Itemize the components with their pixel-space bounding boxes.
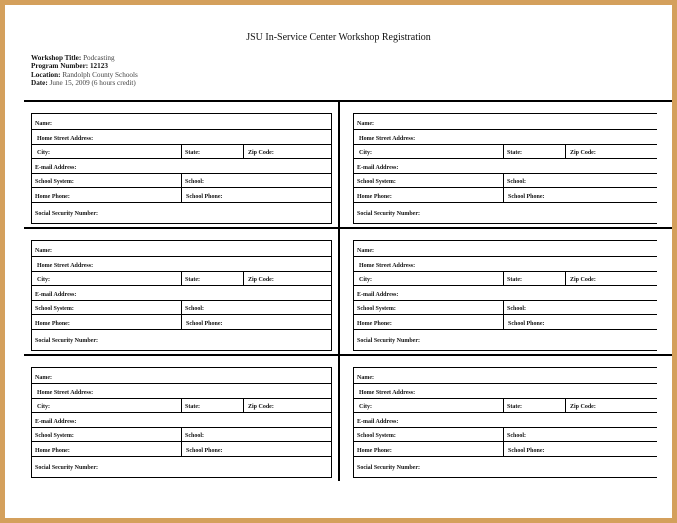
social-security-row[interactable] [354, 330, 657, 346]
zip-code-label: Zip Code: [248, 404, 274, 410]
school-system-row [32, 174, 331, 189]
social-security-number-label: Social Security Number: [357, 337, 420, 344]
cell-divider [243, 399, 244, 413]
name-row[interactable] [32, 114, 331, 130]
email-address-label: E-mail Address: [357, 164, 399, 171]
registration-form-1 [31, 113, 332, 224]
home-street-address-row[interactable] [354, 130, 657, 145]
phone-row [32, 188, 331, 203]
school-label: School: [507, 179, 527, 185]
divider-top [24, 100, 672, 102]
registration-form-4 [353, 240, 657, 351]
name-row[interactable] [354, 114, 657, 130]
cell-divider [503, 272, 504, 286]
name-row[interactable] [354, 368, 657, 384]
email-address-row[interactable] [32, 413, 331, 428]
social-security-number-label: Social Security Number: [357, 464, 420, 471]
school-label: School: [507, 306, 527, 312]
cell-divider [243, 272, 244, 286]
cell-divider [503, 442, 504, 456]
phone-row [354, 442, 657, 457]
cell-divider [181, 399, 182, 413]
cell-divider [181, 145, 182, 159]
school-system-label: School System: [35, 433, 74, 439]
location-value: Randolph County Schools [62, 70, 138, 79]
city-label: City: [359, 277, 372, 283]
home-phone-label: Home Phone: [357, 320, 392, 327]
program-number-value: 12123 [89, 62, 108, 71]
city-label: City: [37, 277, 50, 283]
cell-divider [243, 145, 244, 159]
name-label: Name: [357, 248, 374, 254]
home-street-address-row[interactable] [32, 384, 331, 399]
workshop-info [31, 54, 138, 88]
location-line [31, 71, 138, 79]
email-address-label: E-mail Address: [357, 291, 399, 298]
phone-row [354, 188, 657, 203]
home-street-address-label: Home Street Address: [37, 135, 94, 142]
phone-row [32, 315, 331, 330]
registration-form-6 [353, 367, 657, 478]
home-street-address-label: Home Street Address: [37, 389, 94, 396]
school-phone-label: School Phone: [508, 447, 545, 454]
email-address-row[interactable] [32, 286, 331, 301]
social-security-row[interactable] [354, 457, 657, 473]
social-security-number-label: Social Security Number: [357, 210, 420, 217]
state-label: State: [507, 150, 522, 156]
cell-divider [181, 428, 182, 442]
school-phone-label: School Phone: [508, 320, 545, 327]
location-label: Location: [31, 70, 61, 79]
cell-divider [503, 399, 504, 413]
zip-code-label: Zip Code: [248, 150, 274, 156]
divider-middle-1 [24, 227, 672, 229]
school-system-label: School System: [357, 306, 396, 312]
date-label: Date: [31, 79, 48, 88]
home-street-address-label: Home Street Address: [359, 389, 416, 396]
home-phone-label: Home Phone: [35, 193, 70, 200]
phone-row [354, 315, 657, 330]
page-title: JSU In-Service Center Workshop Registration [246, 32, 431, 43]
school-label: School: [507, 433, 527, 439]
school-label: School: [185, 306, 205, 312]
zip-code-label: Zip Code: [570, 277, 596, 283]
cell-divider [181, 442, 182, 456]
name-label: Name: [35, 375, 52, 381]
name-label: Name: [35, 121, 52, 127]
home-phone-label: Home Phone: [35, 447, 70, 454]
social-security-row[interactable] [32, 457, 331, 473]
program-number-line [31, 62, 138, 70]
home-street-address-row[interactable] [32, 130, 331, 145]
city-state-zip-row [354, 145, 657, 160]
school-system-row [354, 428, 657, 443]
home-street-address-label: Home Street Address: [359, 262, 416, 269]
name-row[interactable] [32, 241, 331, 257]
divider-vertical [338, 102, 340, 481]
school-system-row [354, 301, 657, 316]
name-label: Name: [357, 375, 374, 381]
name-label: Name: [35, 248, 52, 254]
city-state-zip-row [32, 145, 331, 160]
school-phone-label: School Phone: [186, 320, 223, 327]
cell-divider [181, 174, 182, 188]
zip-code-label: Zip Code: [248, 277, 274, 283]
cell-divider [503, 315, 504, 329]
cell-divider [181, 301, 182, 315]
social-security-row[interactable] [32, 330, 331, 346]
cell-divider [565, 272, 566, 286]
date-value: June 15, 2009 (6 hours credit) [49, 79, 136, 88]
email-address-label: E-mail Address: [35, 291, 77, 298]
school-system-label: School System: [35, 306, 74, 312]
school-phone-label: School Phone: [508, 193, 545, 200]
school-system-row [354, 174, 657, 189]
social-security-row[interactable] [32, 203, 331, 219]
school-system-label: School System: [357, 179, 396, 185]
email-address-label: E-mail Address: [357, 418, 399, 425]
zip-code-label: Zip Code: [570, 150, 596, 156]
social-security-row[interactable] [354, 203, 657, 219]
home-phone-label: Home Phone: [357, 193, 392, 200]
cell-divider [181, 272, 182, 286]
phone-row [32, 442, 331, 457]
cell-divider [181, 315, 182, 329]
home-phone-label: Home Phone: [35, 320, 70, 327]
zip-code-label: Zip Code: [570, 404, 596, 410]
school-label: School: [185, 179, 205, 185]
cell-divider [565, 145, 566, 159]
email-address-row[interactable] [32, 159, 331, 174]
program-number-label: Program Number: [31, 62, 89, 71]
city-label: City: [37, 150, 50, 156]
school-label: School: [185, 433, 205, 439]
state-label: State: [185, 150, 200, 156]
city-label: City: [359, 404, 372, 410]
registration-form-5 [31, 367, 332, 478]
social-security-number-label: Social Security Number: [35, 210, 98, 217]
cell-divider [181, 188, 182, 202]
registration-form-3 [31, 240, 332, 351]
city-state-zip-row [32, 272, 331, 287]
social-security-number-label: Social Security Number: [35, 337, 98, 344]
cell-divider [503, 428, 504, 442]
home-street-address-row[interactable] [32, 257, 331, 272]
home-phone-label: Home Phone: [357, 447, 392, 454]
workshop-title-label: Workshop Title: [31, 54, 82, 62]
email-address-row[interactable] [354, 159, 657, 174]
state-label: State: [185, 277, 200, 283]
registration-sheet [5, 5, 672, 518]
school-system-label: School System: [35, 179, 74, 185]
name-label: Name: [357, 121, 374, 127]
school-phone-label: School Phone: [186, 193, 223, 200]
home-street-address-label: Home Street Address: [359, 135, 416, 142]
email-address-label: E-mail Address: [35, 418, 77, 425]
city-state-zip-row [32, 399, 331, 414]
cell-divider [503, 174, 504, 188]
workshop-title-value: Podcasting [83, 54, 115, 62]
cell-divider [503, 301, 504, 315]
city-state-zip-row [354, 272, 657, 287]
email-address-row[interactable] [354, 413, 657, 428]
date-line [31, 79, 138, 87]
school-phone-label: School Phone: [186, 447, 223, 454]
school-system-row [32, 428, 331, 443]
divider-middle-2 [24, 354, 672, 356]
email-address-label: E-mail Address: [35, 164, 77, 171]
cell-divider [565, 399, 566, 413]
cell-divider [503, 188, 504, 202]
state-label: State: [507, 404, 522, 410]
state-label: State: [185, 404, 200, 410]
city-state-zip-row [354, 399, 657, 414]
email-address-row[interactable] [354, 286, 657, 301]
name-row[interactable] [32, 368, 331, 384]
name-row[interactable] [354, 241, 657, 257]
workshop-title-line [31, 54, 138, 62]
home-street-address-label: Home Street Address: [37, 262, 94, 269]
city-label: City: [37, 404, 50, 410]
cell-divider [503, 145, 504, 159]
state-label: State: [507, 277, 522, 283]
school-system-label: School System: [357, 433, 396, 439]
city-label: City: [359, 150, 372, 156]
social-security-number-label: Social Security Number: [35, 464, 98, 471]
home-street-address-row[interactable] [354, 257, 657, 272]
registration-form-2 [353, 113, 657, 224]
home-street-address-row[interactable] [354, 384, 657, 399]
school-system-row [32, 301, 331, 316]
